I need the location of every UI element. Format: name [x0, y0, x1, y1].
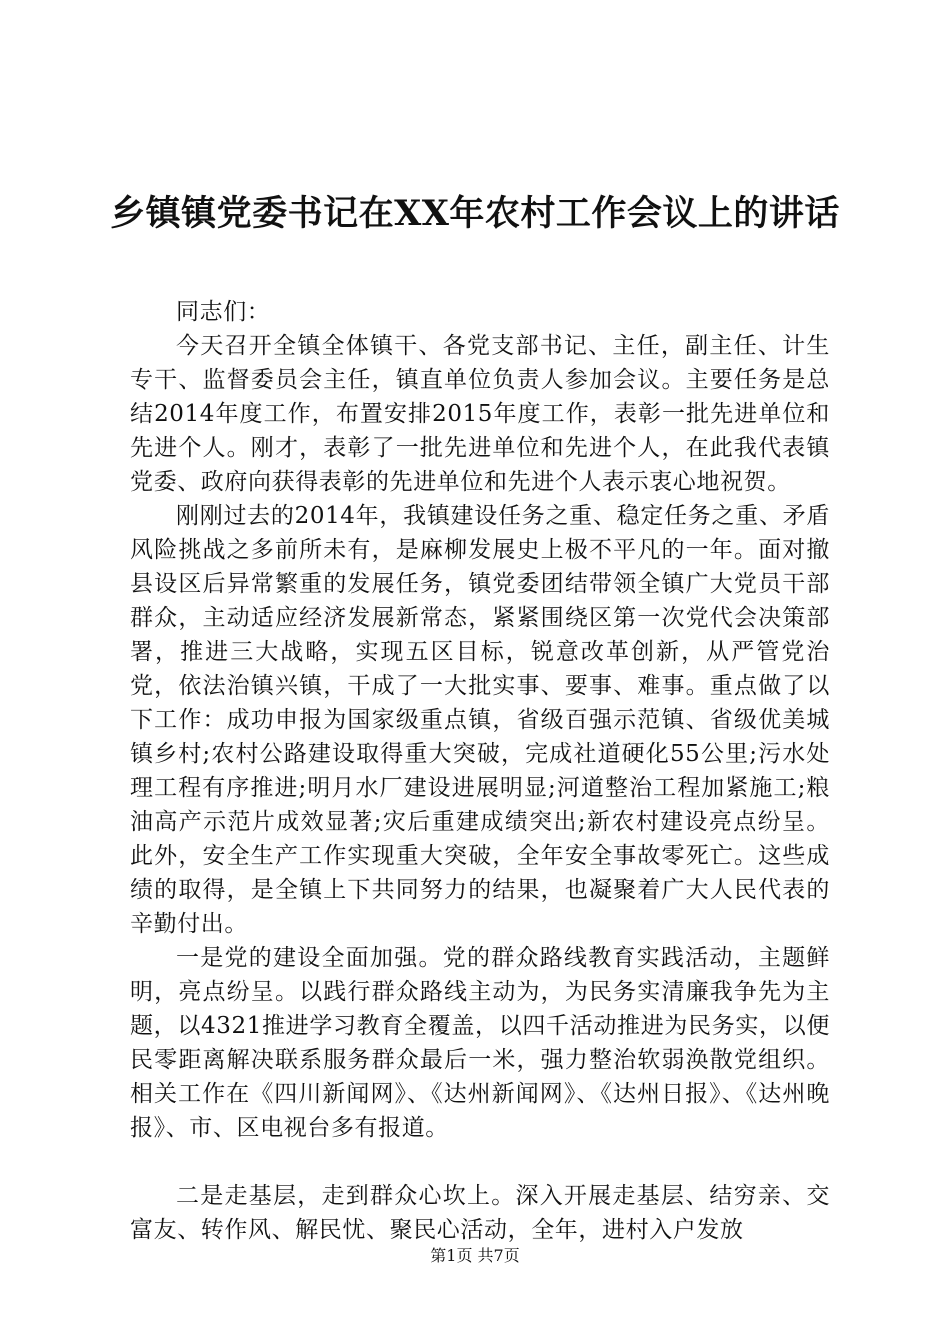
salutation: 同志们：: [176, 299, 271, 325]
paragraph-achievements: 刚刚过去的2014年，我镇建设任务之重、稳定任务之重、矛盾风险挑战之多前所未有，是麻柳发展史上极不平凡的一年。面对撤县设区后异常繁重的发展任务，镇党委团结带领全镇广大党员干部群众，主动适应经济发展新常态，紧紧围绕区第一次党代会决策部署，推进三大战略，实现五区目标，锐意改革创新，从严管党治党，依法治镇兴镇，干成了一大批实事、要事、难事。重点做了以下工作：成功申报为国家级重点镇，省级百强示范镇、省级优美城镇乡村;农村公路建设取得重大突破，完成社道硬化55公里;污水处理工程有序推进;明月水厂建设进展明显;河道整治工程加紧施工;粮油高产示范片成效显著;灾后重建成绩突出;新农村建设亮点纷呈。此外，安全生产工作实现重大突破，全年安全事故零死亡。这些成绩的取得，是全镇上下共同努力的结果，也凝聚着广大人民代表的辛勤付出。: [130, 503, 830, 937]
paragraph-grassroots: 二是走基层，走到群众心坎上。深入开展走基层、结穷亲、交富友、转作风、解民忧、聚民心活动，全年，进村入户发放: [130, 1183, 830, 1243]
document-body: [130, 295, 830, 1247]
document-title: 乡镇镇党委书记在XX年农村工作会议上的讲话: [110, 193, 840, 234]
paragraph-party-building: 一是党的建设全面加强。党的群众路线教育实践活动，主题鲜明，亮点纷呈。以践行群众路线主动为，为民务实清廉我争先为主题，以4321推进学习教育全覆盖，以四千活动推进为民务实，以便民零距离解决联系服务群众最后一米，强力整治软弱涣散党组织。相关工作在《四川新闻网》、《达州新闻网》、《达州日报》、《达州晚报》、市、区电视台多有报道。: [130, 945, 830, 1141]
page-number-footer: 第1页 共7页: [430, 1246, 520, 1265]
paragraph-opening: 今天召开全镇全体镇干、各党支部书记、主任，副主任、计生专干、监督委员会主任，镇直单位负责人参加会议。主要任务是总结2014年度工作，布置安排2015年度工作，表彰一批先进单位和先进个人。刚才，表彰了一批先进单位和先进个人，在此我代表镇党委、政府向获得表彰的先进单位和先进个人表示衷心地祝贺。: [130, 333, 830, 495]
